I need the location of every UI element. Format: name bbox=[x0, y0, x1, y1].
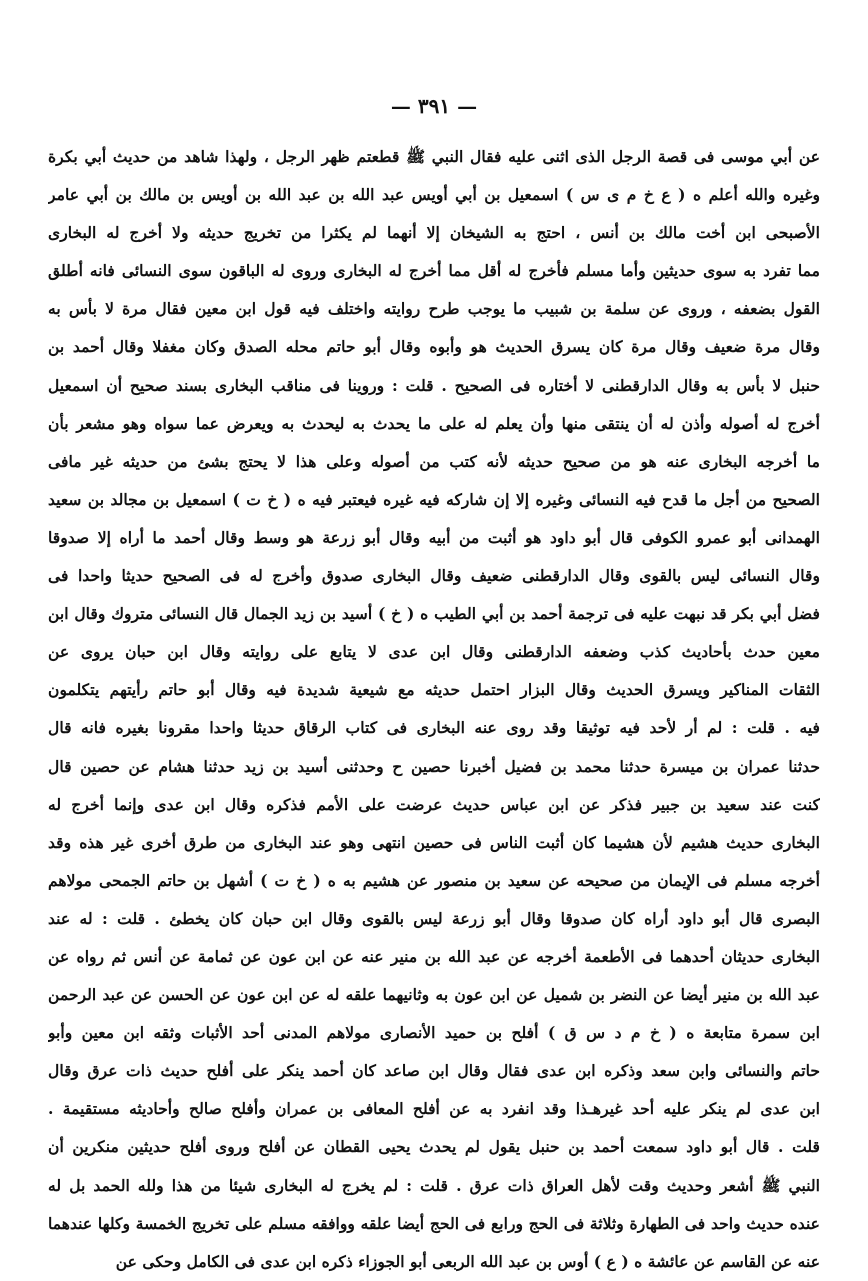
text-line: البصرى قال أبو داود أراه كان صدوقا وقال أبو زرعة ليس بالقوى وقال ابن حبان كان يخطئ . قلت : له عند bbox=[48, 908, 820, 928]
text-line: الهمدانى أبو عمرو الكوفى قال أبو داود هو أثبت من أبيه وقال أبو زرعة هو وسط وقال أحمد ما أراه إلا صدوقا bbox=[48, 527, 820, 547]
text-line: كنت عند سعيد بن جبير فذكر عن ابن عباس حديث عرضت على الأمم فذكره وقال ابن عدى وإنما أخرج له bbox=[48, 794, 820, 814]
text-line: البخارى حديثان أحدهما فى الأطعمة أخرجه عن عبد الله بن منير عنه عن ابن عون عن ثمامة عن أنس ثم رواه عن bbox=[48, 946, 820, 966]
text-line: حدثنا عمران بن ميسرة حدثنا محمد بن فضيل أخبرنا حصين ح وحدثنى أسيد بن زيد حدثنا هشام عن حصين قال bbox=[48, 756, 820, 776]
text-line: قلت . قال أبو داود سمعت أحمد بن حنبل يقول لم يحدث يحيى القطان عن أفلح وروى أفلح حديثين منكرين أن bbox=[48, 1137, 820, 1157]
text-line: البخارى حديث هشيم لأن هشيما كان أثبت الناس فى حصين انتهى وهو عند البخارى من طرق أخرى غير هذه وقد bbox=[48, 832, 820, 852]
text-line: النبي ﷺ أشعر وحديث وقت لأهل العراق ذات عرق . قلت : لم يخرج له البخارى شيئا من هذا ولله الحمد بل له bbox=[48, 1175, 820, 1195]
text-line: القول بضعفه ، وروى عن سلمة بن شبيب ما يوجب طرح روايته واختلف فيه قول ابن معين فقال مرة لا بأس به bbox=[48, 299, 820, 319]
text-line: حاتم والنسائى وابن سعد وذكره ابن عدى فقال وقال ابن صاعد كان أحمد ينكر على أفلح حديث ذات عرق وقال bbox=[48, 1061, 820, 1081]
text-line: فضل أبي بكر قد نبهت عليه فى ترجمة أحمد بن أبي الطيب ه ( خ ) أسيد بن زيد الجمال قال النسائى متروك وقال ابن bbox=[48, 604, 820, 624]
text-line: الثقات المناكير ويسرق الحديث وقال البزار احتمل حديثه مع شيعية شديدة فيه وقال أبو حاتم رأيتهم يتكلمون bbox=[48, 680, 820, 700]
text-line: حنبل لا بأس به وقال الدارقطنى لا أختاره فى الصحيح . قلت : وروينا فى مناقب البخارى بسند صحيح أن اسمعيل bbox=[48, 375, 820, 395]
text-line: وغيره والله أعلم ه ( ع خ م ى س ) اسمعيل بن أبي أويس عبد الله بن عبد الله بن أويس بن مالك بن أبي عامر bbox=[48, 185, 820, 205]
text-line: وقال مرة ضعيف وقال مرة كان يسرق الحديث هو وأبوه وقال أبو حاتم محله الصدق وكان مغفلا وقال أحمد بن bbox=[48, 337, 820, 357]
text-line: وقال النسائى ليس بالقوى وقال الدارقطنى ضعيف وقال البخارى صدوق وأخرج له فى الصحيح حديثا واحدا فى bbox=[48, 566, 820, 586]
text-line: عبد الله بن منير أيضا عن النضر بن شميل عن ابن عون به وثانيهما علقه له عن ابن عون عن الحسن عن عبد الرحمن bbox=[48, 985, 820, 1005]
text-line: ابن سمرة متابعة ه ( خ م د س ق ) أفلح بن حميد الأنصارى مولاهم المدنى أحد الأثبات وثقه ابن معين وأبو bbox=[48, 1023, 820, 1043]
text-line: عنده حديث واحد فى الطهارة وثلاثة فى الحج ورابع فى الحج أيضا علقه ووافقه مسلم على تخريج الخمسة وكلها عندهما bbox=[48, 1213, 820, 1233]
text-line: معين حدث بأحاديث كذب وضعفه الدارقطنى وقال ابن عدى لا يتابع على روايته وقال ابن حبان يروى عن bbox=[48, 642, 820, 662]
text-line: عنه عن القاسم عن عائشة ه ( ع ) أوس بن عبد الله الربعى أبو الجوزاء ذكره ابن عدى فى الكامل وحكى عن bbox=[115, 1251, 820, 1271]
page-number: — ٣٩١ — bbox=[390, 94, 478, 118]
text-line: عن أبي موسى فى قصة الرجل الذى اثنى عليه فقال النبي ﷺ قطعتم ظهر الرجل ، ولهذا شاهد من حديث أبي بكرة bbox=[48, 147, 820, 166]
text-line: مما تفرد به سوى حديثين وأما مسلم فأخرج له أقل مما أخرج له البخارى وروى له الباقون سوى النسائى فانه أطلق bbox=[48, 261, 820, 281]
text-line: أخرجه مسلم فى الإيمان من صحيحه عن سعيد بن منصور عن هشيم به ه ( خ ت ) أشهل بن حاتم الجمحى مولاهم bbox=[48, 870, 820, 890]
text-line: الأصبحى ابن أخت مالك بن أنس ، احتج به الشيخان إلا أنهما لم يكثرا من تخريج حديثه ولا أخرج له البخارى bbox=[48, 223, 820, 243]
body-text bbox=[48, 138, 820, 1281]
text-line: أخرج له أصوله وأذن له أن ينتقى منها وأن يعلم له على ما يحدث به ليحدث به ويعرض عما سواه وهو مشعر بأن bbox=[48, 413, 820, 433]
text-line: الصحيح من أجل ما قدح فيه النسائى وغيره إلا إن شاركه فيه غيره فيعتبر فيه ه ( خ ت ) اسمعيل بن مجالد بن سعيد bbox=[48, 489, 820, 509]
text-line: ما أخرجه البخارى عنه هو من صحيح حديثه لأنه كتب من أصوله وعلى هذا لا يحتج بشئ من حديثه غير مافى bbox=[48, 451, 820, 471]
text-line: ابن عدى لم ينكر عليه أحد غيرهـذا وقد انفرد به عن أفلح المعافى بن عمران وأفلح صالح وأحاديثه مستقيمة . bbox=[48, 1099, 820, 1119]
text-line: فيه . قلت : لم أر لأحد فيه توثيقا وقد روى عنه البخارى فى كتاب الرقاق حديثا واحدا مقرونا بغيره فانه قال bbox=[48, 718, 820, 738]
